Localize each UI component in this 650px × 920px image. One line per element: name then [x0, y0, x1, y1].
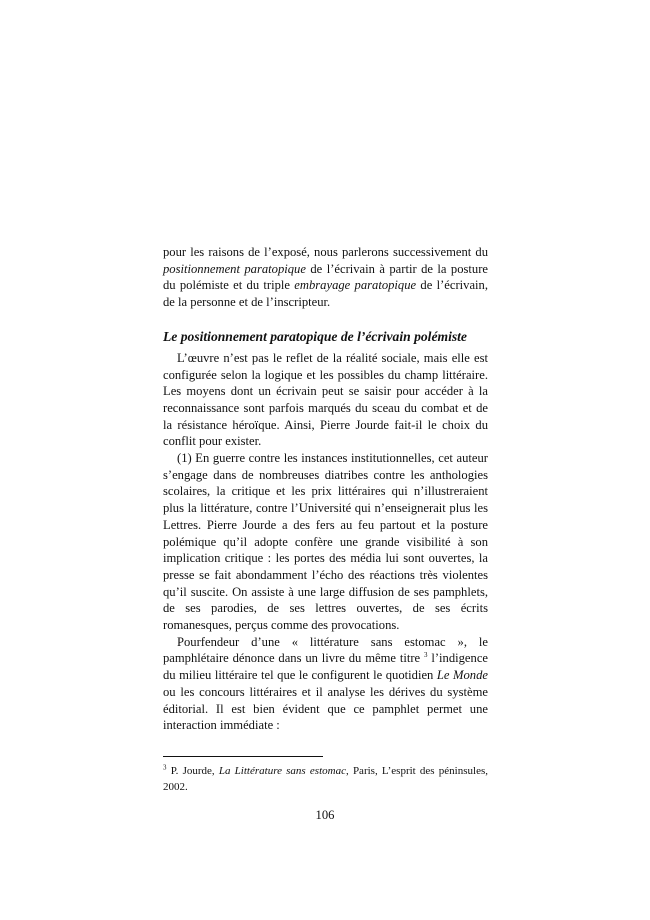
- paragraph-3-text-2: l’indigence du milieu littéraire tel que le configurent le quotidien: [163, 651, 488, 683]
- footnote-title: La Littérature sans estomac: [218, 765, 346, 777]
- footnote-separator: [163, 756, 323, 757]
- intro-emphasis-1: positionnement paratopique: [163, 261, 306, 276]
- footnote-number: 3: [163, 763, 167, 772]
- footnote-reference: 3: [423, 651, 428, 660]
- footnote: [163, 763, 488, 795]
- paragraph-3: [163, 634, 488, 734]
- paragraph-3-text-1: Pourfendeur d’une « littérature sans estomac », le pamphlétaire dénonce dans un livre du même titre: [163, 634, 488, 666]
- section-heading: Le positionnement paratopique de l’écrivain polémiste: [163, 328, 467, 344]
- intro-text-2: de l’écrivain à partir de la posture du polémiste et du triple: [163, 261, 488, 293]
- intro-text-1: pour les raisons de l’exposé, nous parlerons successivement du: [163, 245, 488, 259]
- page-number: 106: [315, 808, 335, 822]
- intro-paragraph: [163, 244, 488, 311]
- paragraph-2: (1) En guerre contre les instances institutionnelles, cet auteur s’engage dans de nombreuses diatribes contre les anthologies scolaires, la critique et les prix littéraires qui n’illustreraient plus la littérature, contre l’Université qui n’enseignerait plus les Lettres. Pierre Jourde a des fers au feu partout et la posture polémique qu’il adopte confère une grande visibilité à son implication critique : les portes des média lui sont ouvertes, la presse se fait abondamment l’écho des réactions très violentes qu’il suscite. On assiste à une large diffusion de ses pamphlets, de ses parodies, de ses lettres ouvertes, de ses écrits romanesques, perçus comme des provocations.: [163, 451, 488, 633]
- intro-text-3: de l’écrivain, de la personne et de l’inscripteur.: [163, 278, 488, 310]
- body-text: [163, 244, 488, 734]
- paragraph-1: L’œuvre n’est pas le reflet de la réalité sociale, mais elle est configurée selon la logique et les possibles du champ littéraire. Les moyens dont un écrivain peut se saisir pour accéder à la reconnaissance sont parfois marqués du sceau du combat et de la résistance héroïque. Ainsi, Pierre Jourde fait-il le choix du conflit pour exister.: [163, 350, 488, 449]
- footnote-text-1: P. Jourde,: [166, 765, 219, 777]
- paragraph-3-text-3: ou les concours littéraires et il analyse les dérives du système éditorial. Il est bien évident que ce pamphlet permet une interaction immédiate :: [163, 684, 488, 733]
- intro-emphasis-2: embrayage paratopique: [294, 278, 417, 293]
- paragraph-3-emphasis: Le Monde: [436, 668, 488, 683]
- footnote-text-2: , Paris, L’esprit des péninsules, 2002.: [163, 765, 488, 793]
